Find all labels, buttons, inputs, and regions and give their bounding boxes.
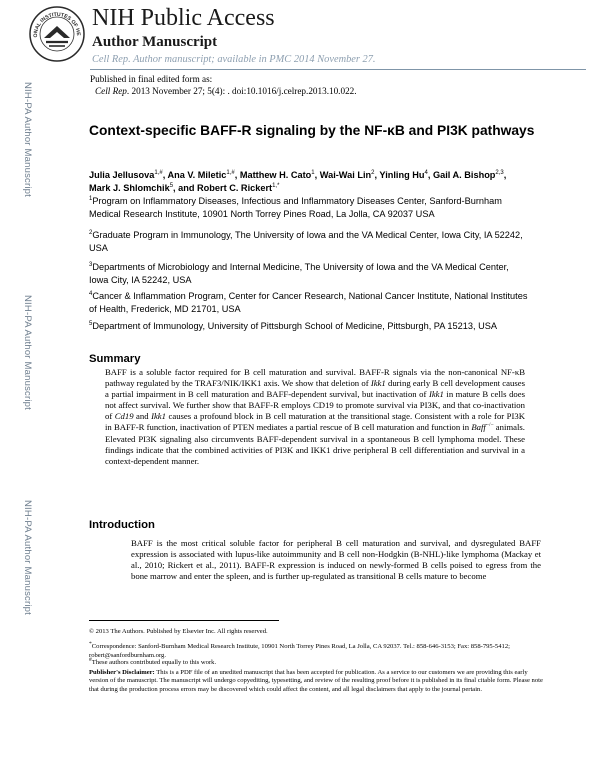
author-name: Julia Jellusova xyxy=(89,170,155,180)
author-affiliation-marker: 1,* xyxy=(272,182,280,189)
author-affiliation-marker: 2 xyxy=(371,169,375,176)
author-affiliation-marker: 2,3 xyxy=(495,169,504,176)
side-label-middle: NIH-PA Author Manuscript xyxy=(22,295,33,410)
author-separator: , xyxy=(427,170,433,180)
banner-title: NIH Public Access xyxy=(92,5,275,31)
affiliation-number: 1 xyxy=(89,195,93,202)
author-affiliation-marker: 1 xyxy=(311,169,315,176)
author-name: Robert C. Rickert xyxy=(197,182,273,193)
banner-note-journal: Cell Rep xyxy=(92,54,129,65)
author-separator: , and xyxy=(173,182,198,193)
author-separator: , xyxy=(234,170,240,180)
citation-details: . 2013 November 27; 5(4): . doi:10.1016/j.celrep.2013.10.022. xyxy=(126,86,357,96)
author-affiliation-marker: 1,# xyxy=(226,169,235,176)
nih-logo-icon xyxy=(29,6,85,62)
author-name: Yinling Hu xyxy=(379,170,425,180)
affiliation-text: Department of Immunology, University of Pittsburgh School of Medicine, Pittsburgh, PA 15213, USA xyxy=(92,321,497,331)
banner-availability-note xyxy=(92,53,376,66)
summary-text: during early B cell development causes a partial impairment in B cell maturation and BAFF-dependent survival, but inactivation of xyxy=(105,378,525,400)
affiliation-text: Program on Inflammatory Diseases, Infectious and Inflammatory Diseases Center, Sanford-Burnham Medical Research Institute, 10901 North Torrey Pines Road, La Jolla, CA 92037 USA xyxy=(89,196,502,219)
footnote-mark: * xyxy=(89,641,92,647)
affiliation-number: 5 xyxy=(89,320,93,327)
summary-text: causes a profound block in B cell maturation at the transitional stage. Consistent with a role for PI3K in BAFF-R function, inactivation of PTEN mediates a partial rescue of B cell maturation and function in xyxy=(105,411,525,433)
svg-text:NATIONAL INSTITUTES OF HEALTH: ONAL INSTITUTES OF HE xyxy=(32,11,82,38)
summary-text: animals. Elevated PI3K signaling also circumvents BAFF-dependent survival in a spontaneous B cell lymphoma model. These findings indicate that the combined activities of PI3K and IKK1 drive peripheral B cell differentiation and survival in a context-dependent manner. xyxy=(105,422,525,466)
footnote-divider xyxy=(89,620,279,621)
banner-divider xyxy=(90,69,586,70)
author-separator: , xyxy=(314,170,320,180)
gene-name: Ikk1 xyxy=(151,411,167,422)
disclaimer-text: This is a PDF file of an unedited manuscript that has been accepted for publication. As a service to our customers we are providing this early version of the manuscript. The manuscript will undergo copyediting, typesetting, and review of the resulting proof before it is published in its final citable form. Please note that during the production process errors may be discovered which could affect the content, and all legal disclaimers that apply to the journal pertain. xyxy=(89,669,543,693)
citation-journal: Cell Rep xyxy=(95,86,127,96)
affiliation-5 xyxy=(89,320,529,333)
author-name: Mark J. Shlomchik xyxy=(89,182,170,193)
gene-name: Cd19 xyxy=(114,411,134,422)
gene-name: Baff xyxy=(471,422,486,433)
author-list xyxy=(89,169,529,194)
affiliation-text: Graduate Program in Immunology, The University of Iowa and the VA Medical Center, Iowa City, IA 52242, USA xyxy=(89,230,523,253)
affiliation-text: Cancer & Inflammation Program, Center for Cancer Research, National Cancer Institute, National Institutes of Health, Frederick, MD 21701, USA xyxy=(89,291,528,314)
summary-heading: Summary xyxy=(89,353,141,365)
publisher-disclaimer xyxy=(89,669,545,694)
genotype-superscript: −/− xyxy=(485,422,494,429)
side-label-top: NIH-PA Author Manuscript xyxy=(22,82,33,197)
author-separator: , xyxy=(162,170,168,180)
correspondence-text: Correspondence: Sanford-Burnham Medical Research Institute, 10901 North Torrey Pines Road, La Jolla, CA 92037. Tel.: 858-646-3153; Fax: 858-795-5412; robert@sanfordburnham.org. xyxy=(89,643,510,659)
affiliation-number: 4 xyxy=(89,290,93,297)
footnote-mark: # xyxy=(89,657,92,663)
author-name: Ana V. Miletic xyxy=(167,170,227,180)
affiliation-text: Departments of Microbiology and Internal Medicine, The University of Iowa and the VA Medical Center, Iowa City, IA 52242, USA xyxy=(89,262,509,285)
equal-contribution-text: These authors contributed equally to this work. xyxy=(91,659,217,667)
affiliation-1 xyxy=(89,195,529,220)
author-name: Gail A. Bishop xyxy=(432,170,496,180)
copyright-note: © 2013 The Authors. Published by Elsevier Inc. All rights reserved. xyxy=(89,628,268,635)
banner-note-text: . Author manuscript; available in PMC 2014 November 27. xyxy=(128,54,376,65)
author-separator: , xyxy=(503,170,507,180)
affiliation-number: 3 xyxy=(89,261,93,268)
affiliation-4 xyxy=(89,290,529,315)
affiliation-number: 2 xyxy=(89,229,93,236)
introduction-paragraph: BAFF is the most critical soluble factor for peripheral B cell maturation and survival, and dysregulated BAFF expression is associated with lupus-like autoimmunity and B cell non-Hodgkin (B-NHL)-like lymphoma (Mackay et al., 2010; Rickert et al., 2011). BAFF-R expression is induced on newly-formed B cells poised to egress from the bone marrow and enter the spleen, and is further up-regulated as transitional B cells mature to become xyxy=(131,538,541,582)
summary-text: BAFF is a soluble factor required for B cell maturation and survival. BAFF-R signals via the non-canonical NF-κB pathway regulated by the TRAF3/NIK/IKK1 axis. We show that deletion of xyxy=(105,367,525,389)
gene-name: Ikk1 xyxy=(370,378,386,389)
introduction-heading: Introduction xyxy=(89,519,155,531)
publication-citation xyxy=(95,86,357,97)
summary-text: and xyxy=(133,411,152,422)
author-name: Matthew H. Cato xyxy=(239,170,312,180)
affiliation-3 xyxy=(89,261,529,286)
side-label-bottom: NIH-PA Author Manuscript xyxy=(22,500,33,615)
gene-name: Ikk1 xyxy=(428,389,444,400)
summary-paragraph xyxy=(105,367,525,467)
author-affiliation-marker: 1,# xyxy=(154,169,163,176)
nih-banner xyxy=(0,0,600,74)
article-title: Context-specific BAFF-R signaling by the NF-κB and PI3K pathways xyxy=(89,123,535,138)
author-name: Wai-Wai Lin xyxy=(319,170,372,180)
author-affiliation-marker: 4 xyxy=(424,169,428,176)
affiliation-2 xyxy=(89,229,529,254)
disclaimer-label: Publisher's Disclaimer: xyxy=(89,669,155,676)
banner-subtitle: Author Manuscript xyxy=(92,34,218,50)
author-affiliation-marker: 5 xyxy=(169,182,174,189)
author-separator: , xyxy=(374,170,380,180)
summary-text: in mature B cells does not affect survival. We further show that BAFF-R employs CD19 to promote survival via PI3K, and that co-inactivation of xyxy=(105,389,525,422)
publication-label: Published in final edited form as: xyxy=(90,74,213,84)
equal-contribution-note xyxy=(89,656,545,668)
